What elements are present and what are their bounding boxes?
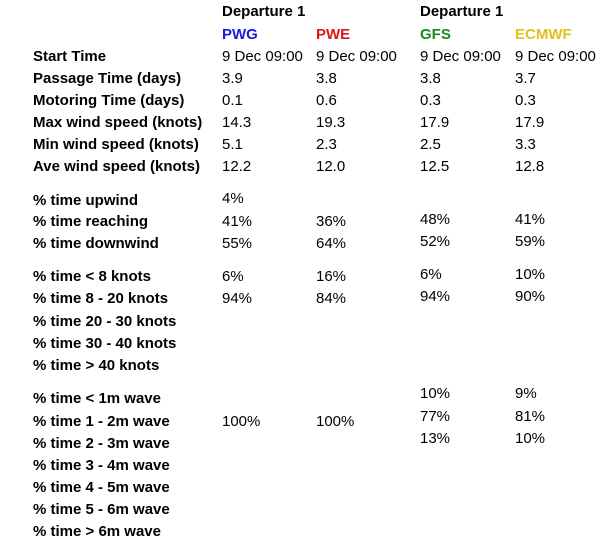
row-value: 55% [222,235,253,252]
row-value: 19.3 [316,114,346,131]
row-value: 3.9 [222,70,243,87]
row-label: % time 30 - 40 knots [33,335,177,352]
row-value: 16% [316,268,347,285]
row-label: % time 3 - 4m wave [33,457,170,474]
departure-header-left: Departure 1 [222,3,306,20]
row-label: % time > 6m wave [33,523,161,540]
row-label: % time downwind [33,235,159,252]
row-value: 0.6 [316,92,337,109]
row-value: 10% [515,266,546,283]
row-label: Passage Time (days) [33,70,182,87]
row-label: % time 2 - 3m wave [33,435,170,452]
row-value: 12.2 [222,158,252,175]
row-label: % time < 1m wave [33,390,161,407]
row-value: 64% [316,235,347,252]
row-label: % time < 8 knots [33,268,151,285]
row-value: 81% [515,408,546,425]
row-value: 3.8 [316,70,337,87]
row-value: 100% [316,413,355,430]
row-value: 48% [420,211,451,228]
row-value: 4% [222,190,244,207]
row-value: 17.9 [515,114,545,131]
row-label: % time > 40 knots [33,357,160,374]
model-name-ecmwf: ECMWF [515,26,572,43]
row-label: % time upwind [33,192,138,209]
row-label: % time reaching [33,213,149,230]
row-value: 5.1 [222,136,243,153]
row-value: 10% [515,430,546,447]
row-value: 52% [420,233,451,250]
row-value: 59% [515,233,546,250]
row-value: 41% [222,213,253,230]
model-name-pwg: PWG [222,26,258,43]
row-label: % time 20 - 30 knots [33,313,177,330]
row-label: % time 4 - 5m wave [33,479,170,496]
row-value: 100% [222,413,261,430]
model-name-gfs: GFS [420,26,451,43]
row-value: 3.8 [420,70,441,87]
row-label: % time 1 - 2m wave [33,413,170,430]
row-value: 41% [515,211,546,228]
row-value: 94% [222,290,253,307]
row-value: 12.8 [515,158,545,175]
row-label: Ave wind speed (knots) [33,158,200,175]
row-label: Start Time [33,48,107,65]
row-value: 12.0 [316,158,346,175]
row-value: 2.5 [420,136,441,153]
row-value: 9 Dec 09:00 [515,48,596,65]
row-value: 2.3 [316,136,337,153]
row-value: 9 Dec 09:00 [420,48,501,65]
row-label: Max wind speed (knots) [33,114,203,131]
row-value: 36% [316,213,347,230]
row-value: 0.3 [515,92,536,109]
row-label: Min wind speed (knots) [33,136,199,153]
row-value: 3.7 [515,70,536,87]
row-value: 13% [420,430,451,447]
row-value: 14.3 [222,114,252,131]
row-label: % time 8 - 20 knots [33,290,169,307]
row-value: 10% [420,385,451,402]
row-value: 9 Dec 09:00 [316,48,397,65]
row-value: 17.9 [420,114,450,131]
row-value: 3.3 [515,136,536,153]
row-value: 6% [420,266,442,283]
row-value: 90% [515,288,546,305]
row-value: 84% [316,290,347,307]
row-value: 77% [420,408,451,425]
row-value: 0.3 [420,92,441,109]
row-value: 6% [222,268,244,285]
row-label: % time 5 - 6m wave [33,501,170,518]
row-label: Motoring Time (days) [33,92,185,109]
departure-header-right: Departure 1 [420,3,504,20]
row-value: 9% [515,385,537,402]
row-value: 12.5 [420,158,450,175]
model-name-pwe: PWE [316,26,351,43]
row-value: 94% [420,288,451,305]
row-value: 0.1 [222,92,243,109]
row-value: 9 Dec 09:00 [222,48,303,65]
